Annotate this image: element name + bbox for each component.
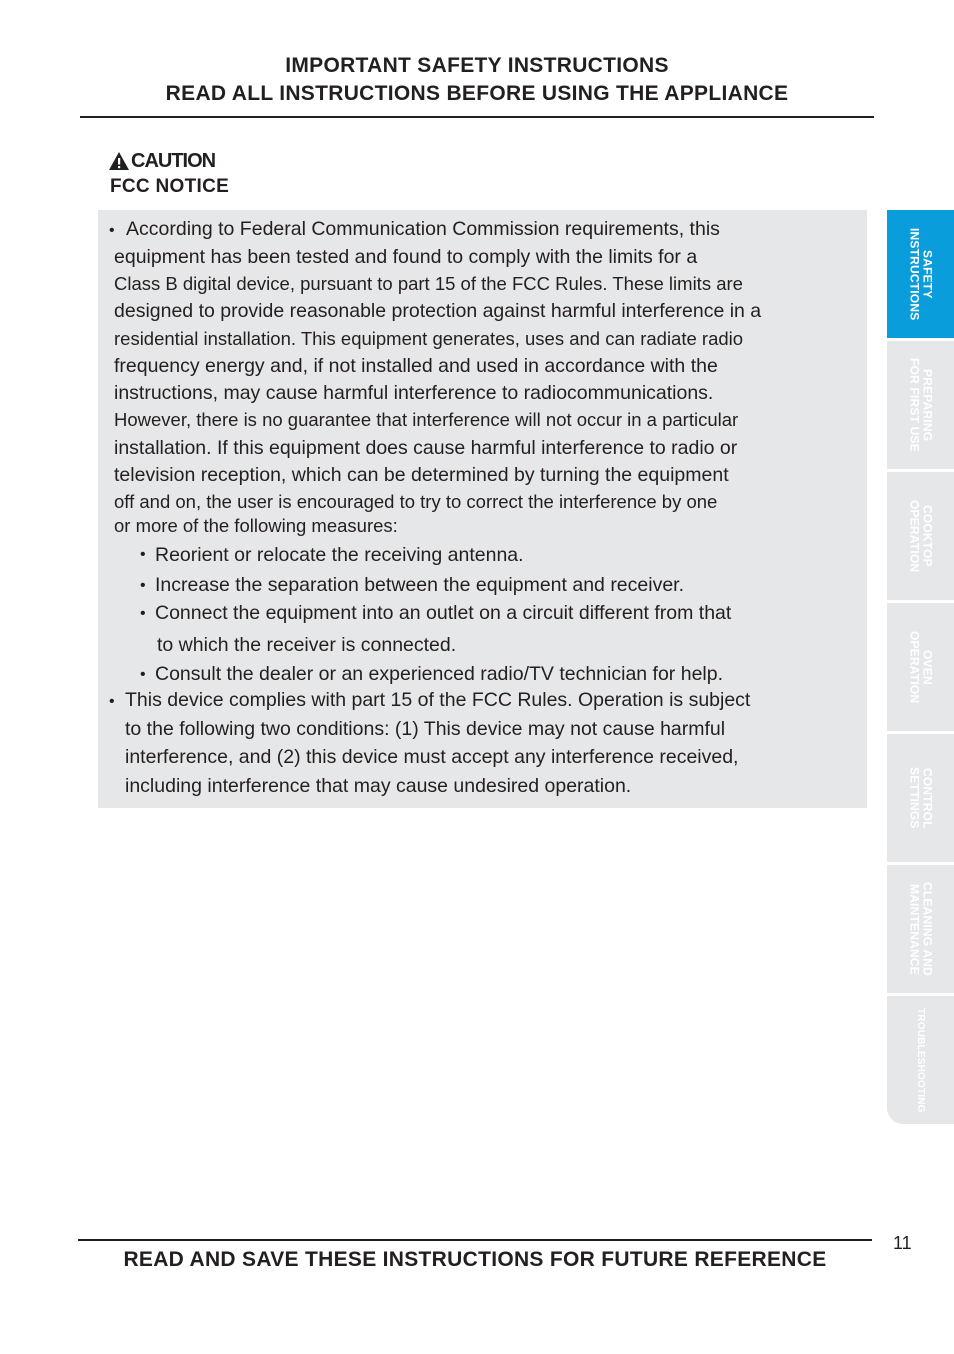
text-line: According to Federal Communication Commission requirements, this	[126, 218, 720, 240]
tab-label: COOKTOP OPERATION	[907, 499, 935, 573]
bullet: •	[109, 222, 115, 239]
tab-label: OVEN OPERATION	[907, 630, 935, 704]
tab-cleaning-and-maintenance[interactable]	[887, 865, 954, 993]
text-line: to the following two conditions: (1) This device may not cause harmful	[125, 718, 726, 740]
measure-item-continued: to which the receiver is connected.	[157, 634, 457, 656]
text-line: including interference that may cause undesired operation.	[125, 775, 632, 797]
text-line: or more of the following measures:	[114, 515, 398, 536]
footer-divider	[78, 1239, 872, 1241]
text-line: equipment has been tested and found to comply with the limits for a	[114, 246, 698, 268]
header-title: IMPORTANT SAFETY INSTRUCTIONS	[285, 54, 669, 77]
tab-label: SAFETY INSTRUCTIONS	[907, 227, 935, 321]
text-line: off and on, the user is encouraged to try to correct the interference by one	[114, 491, 718, 512]
fcc-notice-title: FCC NOTICE	[110, 176, 230, 197]
tab-oven-operation[interactable]	[887, 603, 954, 731]
page-number: 11	[893, 1233, 912, 1253]
bullet: •	[140, 577, 146, 594]
caution-label: CAUTION	[131, 149, 216, 172]
tab-preparing-for-first-use[interactable]	[887, 341, 954, 469]
caution-heading	[108, 149, 215, 173]
header-subtitle: READ ALL INSTRUCTIONS BEFORE USING THE APPLIANCE	[165, 82, 789, 105]
bullet: •	[140, 546, 146, 563]
tab-label: TROUBLESHOOTING	[915, 1007, 926, 1113]
tab-control-settings[interactable]	[887, 734, 954, 862]
text-line: instructions, may cause harmful interference to radiocommunications.	[114, 382, 714, 404]
measure-item: Connect the equipment into an outlet on a circuit different from that	[155, 602, 732, 624]
text-line: Class B digital device, pursuant to part 15 of the FCC Rules. These limits are	[114, 273, 743, 294]
text-line: installation. If this equipment does cause harmful interference to radio or	[114, 437, 738, 459]
text-line: interference, and (2) this device must accept any interference received,	[125, 746, 739, 768]
bullet: •	[140, 666, 146, 683]
text-line: frequency energy and, if not installed and used in accordance with the	[114, 355, 718, 377]
text-line: television reception, which can be determined by turning the equipment	[114, 464, 729, 486]
bullet: •	[140, 605, 146, 622]
tab-safety-instructions[interactable]	[887, 210, 954, 338]
page-header	[80, 52, 874, 108]
measure-item: Reorient or relocate the receiving antenna.	[155, 544, 524, 566]
footer-text: READ AND SAVE THESE INSTRUCTIONS FOR FUTURE REFERENCE	[123, 1248, 827, 1271]
tab-label: CLEANING AND MAINTENANCE	[907, 882, 935, 976]
warning-triangle-icon	[108, 151, 130, 171]
text-line: However, there is no guarantee that interference will not occur in a particular	[114, 409, 739, 430]
text-line: residential installation. This equipment generates, uses and can radiate radio	[114, 328, 744, 349]
header-divider	[80, 116, 874, 118]
tab-troubleshooting[interactable]	[887, 996, 954, 1124]
tab-cooktop-operation[interactable]	[887, 472, 954, 600]
text-line: designed to provide reasonable protection against harmful interference in a	[114, 300, 762, 322]
tab-label: CONTROL SETTINGS	[907, 767, 935, 829]
text-line: This device complies with part 15 of the FCC Rules. Operation is subject	[125, 689, 751, 711]
measure-item: Increase the separation between the equipment and receiver.	[155, 574, 685, 596]
tab-label: PREPARING FOR FIRST USE	[907, 358, 935, 452]
bullet: •	[109, 693, 115, 710]
fcc-notice-box	[98, 210, 867, 808]
measure-item: Consult the dealer or an experienced radio/TV technician for help.	[155, 663, 724, 685]
